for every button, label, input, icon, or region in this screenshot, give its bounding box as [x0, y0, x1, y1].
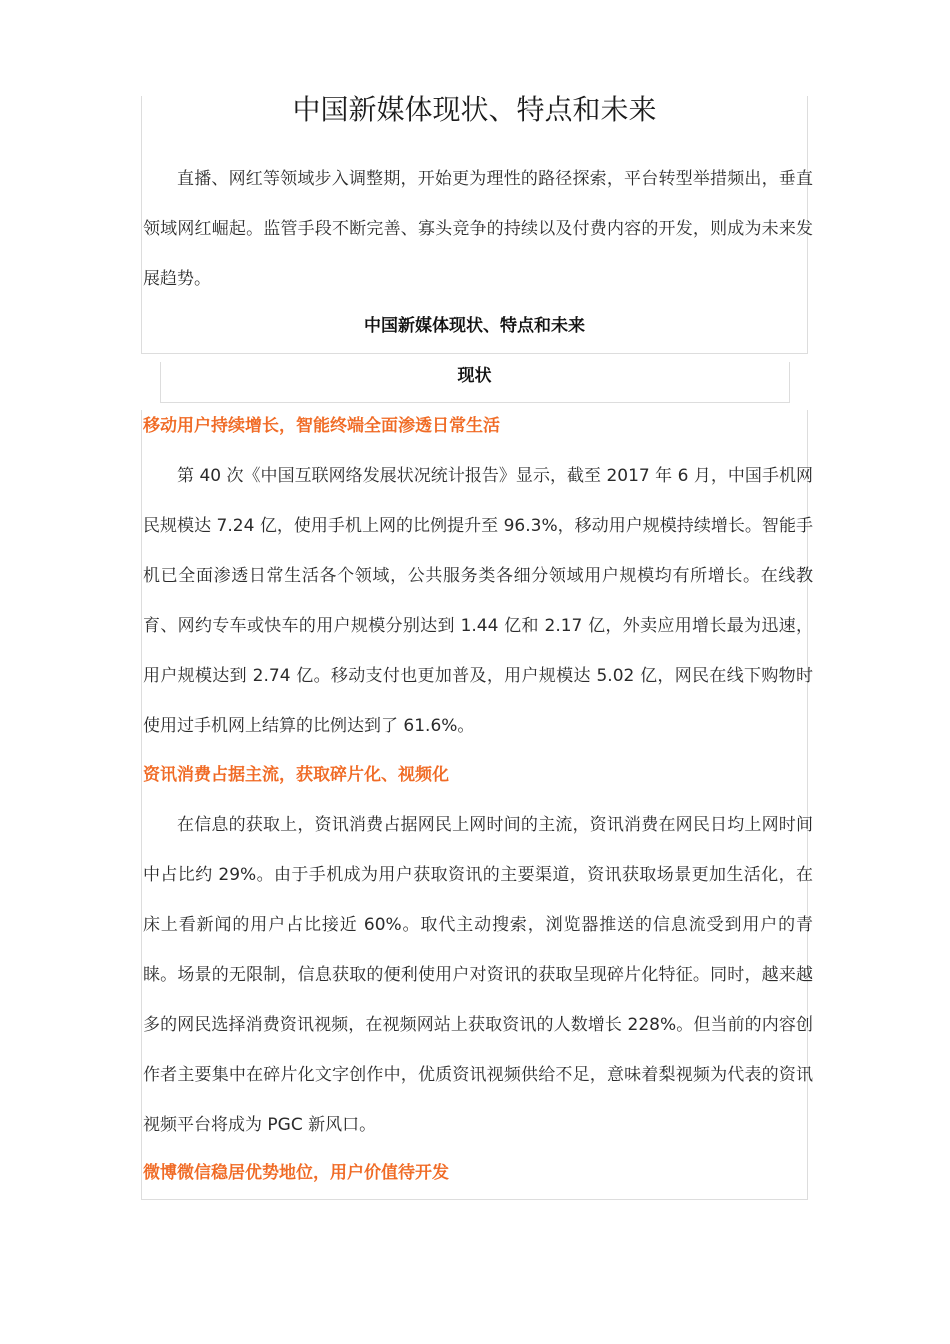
section-body-news: 在信息的获取上，资讯消费占据网民上网时间的主流，资讯消费在网民日均上网时间中占比约 29%。由于手机成为用户获取资讯的主要渠道，资讯获取场景更加生活化，在床上看新闻的用户占比接近 60%。取代主动搜索，浏览器推送的信息流受到用户的青睐。场景的无限制，信息获取的便利使用户对资讯的获取呈现碎片化特征。同时，越来越多的网民选择消费资讯视频，在视频网站上获取资讯的人数增长 228%。但当前的内容创作者主要集中在碎片化文字创作中，优质资讯视频供给不足，意味着梨视频为代表的资讯视频平台将成为 PGC 新风口。 [143, 815, 813, 1135]
intro-paragraph: 直播、网红等领域步入调整期，开始更为理性的路径探索，平台转型举措频出，垂直领域网红崛起。监管手段不断完善、寡头竞争的持续以及付费内容的开发，则成为未来发展趋势。 [143, 169, 813, 289]
section-heading-weibo: 微博微信稳居优势地位，用户价值待开发 [143, 1163, 449, 1183]
subtitle-heading: 中国新媒体现状、特点和未来 [364, 316, 585, 336]
document-title: 中国新媒体现状、特点和未来 [292, 93, 657, 126]
section-title: 现状 [457, 366, 492, 386]
section-heading-mobile: 移动用户持续增长，智能终端全面渗透日常生活 [143, 416, 500, 436]
section-body-mobile: 第 40 次《中国互联网络发展状况统计报告》显示，截至 2017 年 6 月，中国手机网民规模达 7.24 亿，使用手机上网的比例提升至 96.3%，移动用户规模持续增长。智能手机已全面渗透日常生活各个领域，公共服务类各细分领域用户规模均有所增长。在线教育、网约专车或快车的用户规模分别达到 1.44 亿和 2.17 亿，外卖应用增长最为迅速，用户规模达到 2.74 亿。移动支付也更加普及，用户规模达 5.02 亿，网民在线下购物时使用过手机网上结算的比例达到了 61.6%。 [143, 466, 813, 736]
section-heading-news: 资讯消费占据主流，获取碎片化、视频化 [143, 765, 449, 785]
